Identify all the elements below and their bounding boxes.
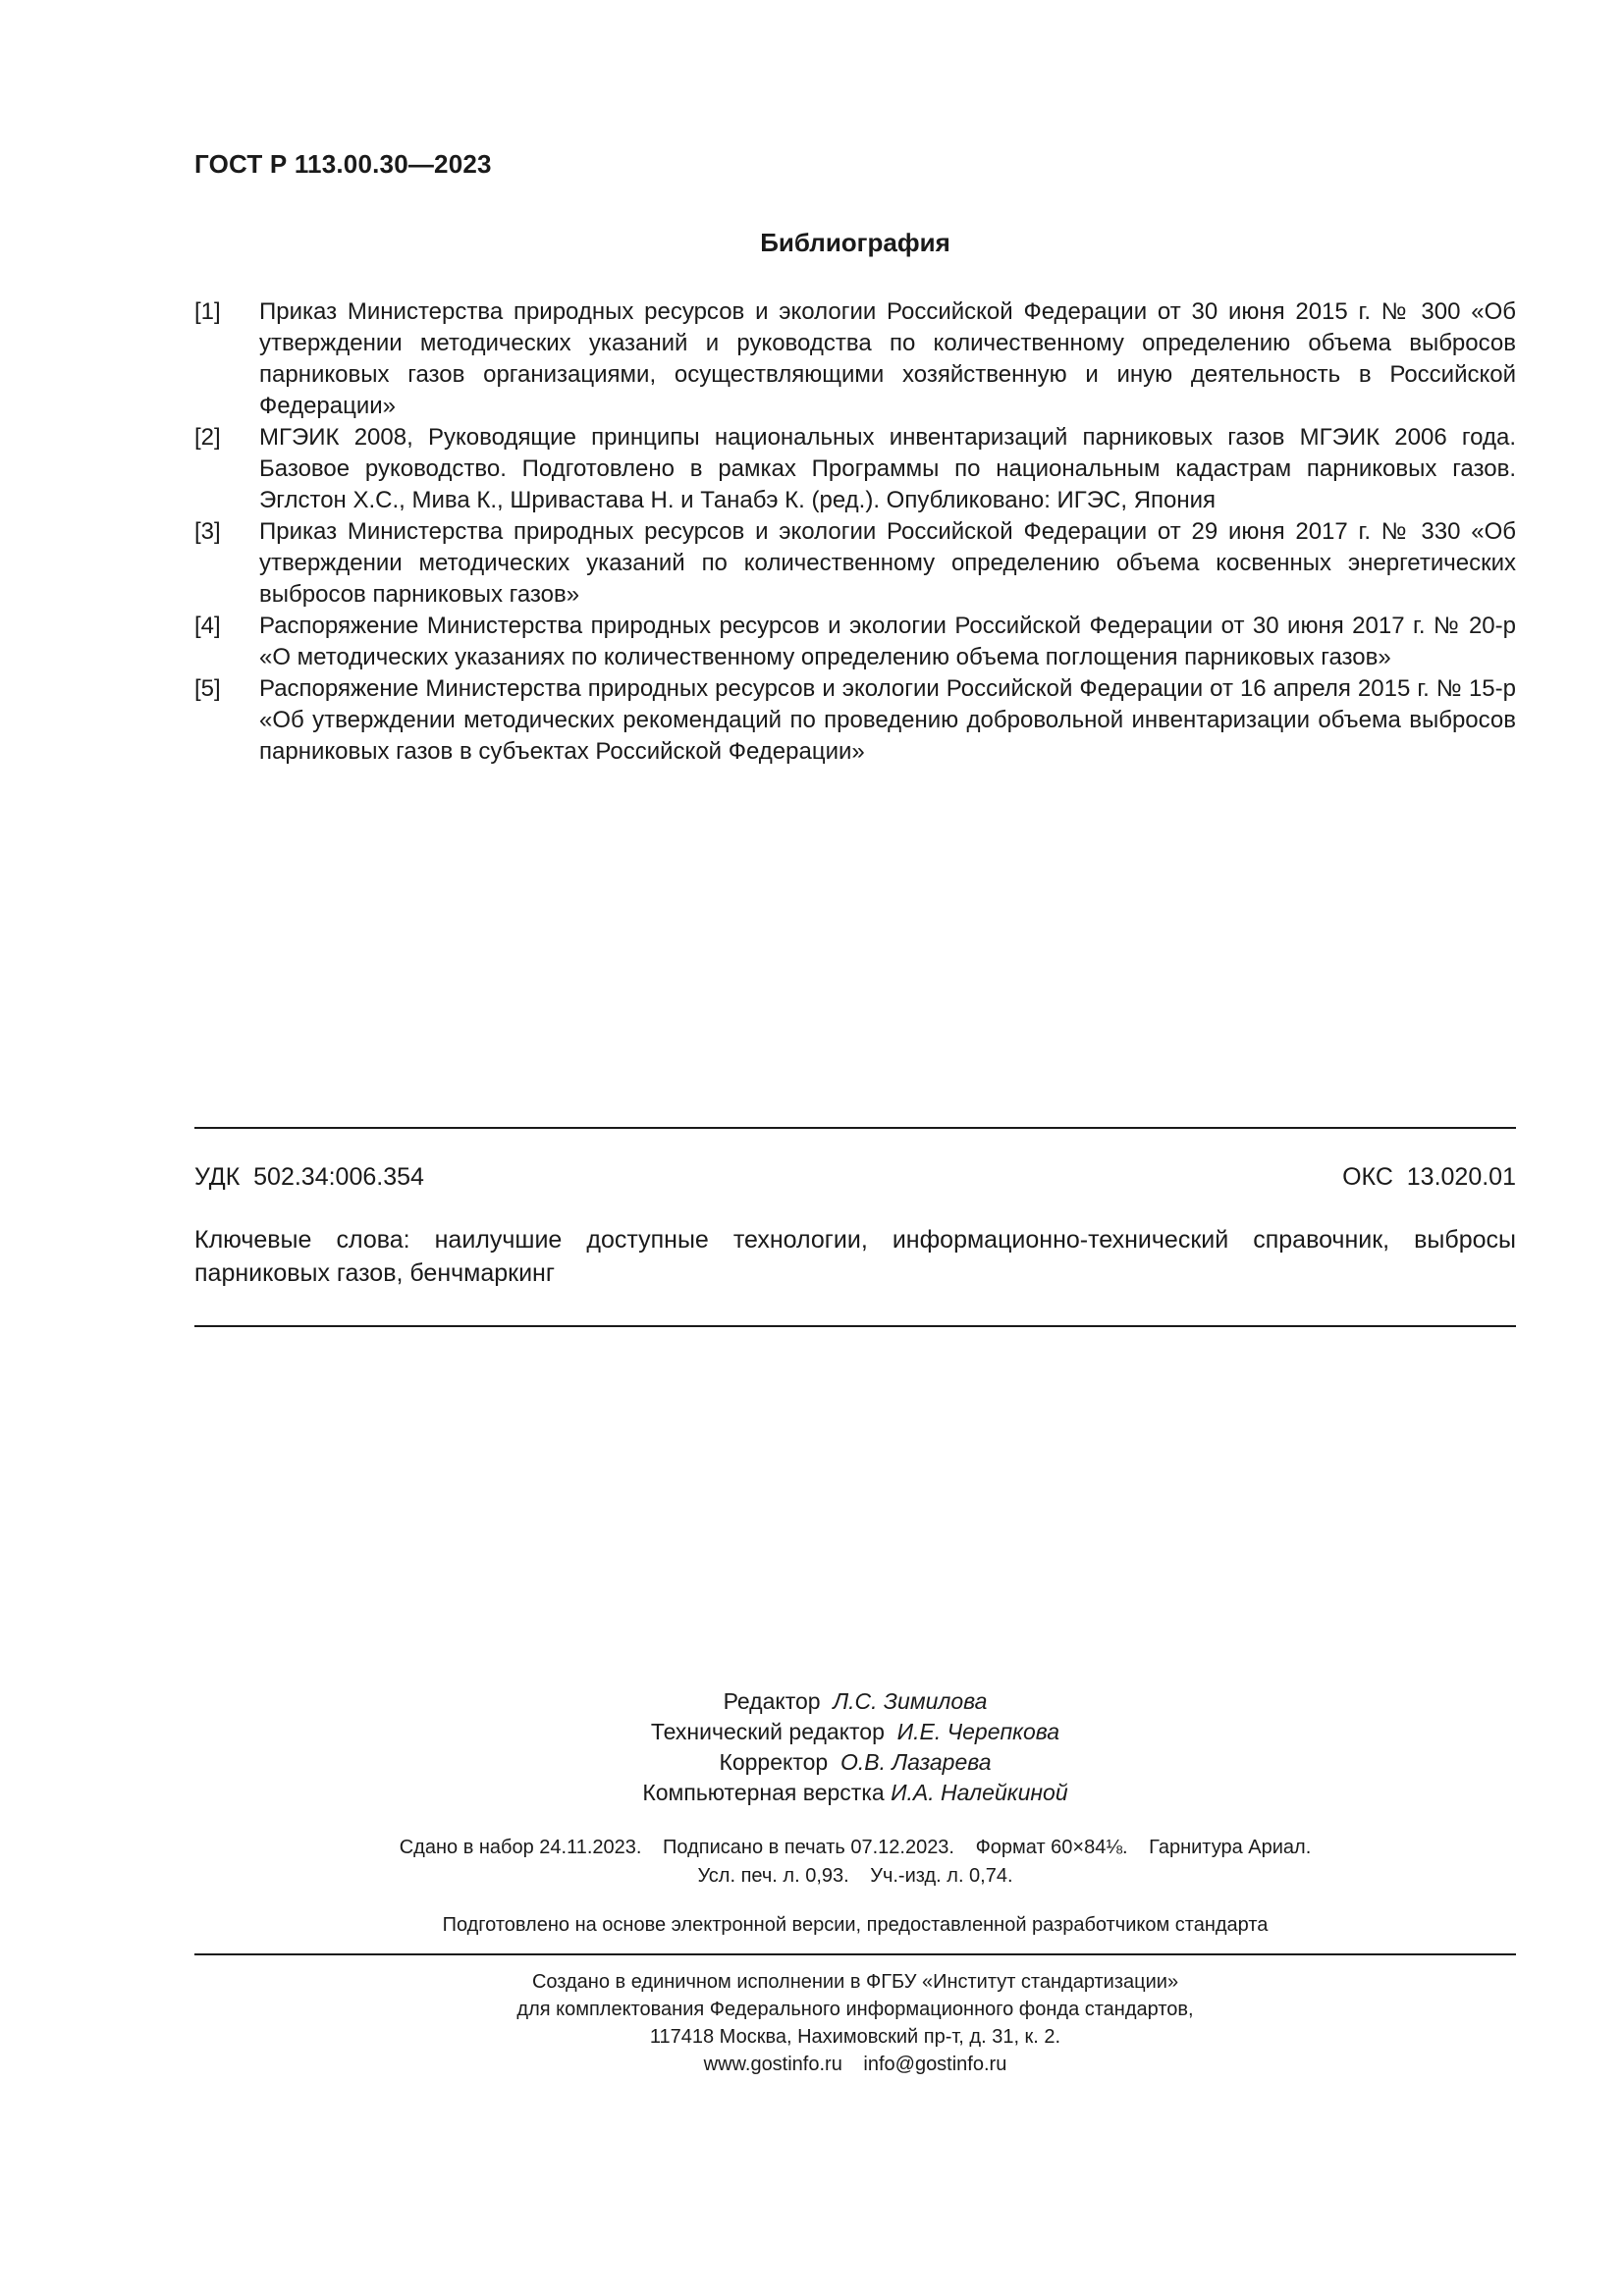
keywords: Ключевые слова: наилучшие доступные технологии, информационно-технический справочник, выбросы парниковых газов, бенчмаркинг (194, 1226, 1516, 1287)
imprint (194, 1834, 1516, 1891)
classification-row (194, 1163, 1516, 1192)
divider-top (194, 1127, 1516, 1129)
document-code: ГОСТ Р 113.00.30—2023 (194, 149, 492, 179)
editor-label: Редактор (723, 1688, 821, 1714)
ref-text: Приказ Министерства природных ресурсов и экологии Российской Федерации от 29 июня 2017 г. № 330 «Об утверждении методических указаний по количественному определению объема косвенных энергетических выбросов парниковых газов» (259, 518, 1516, 608)
publisher-info (194, 1968, 1516, 2078)
bibliography-item (194, 673, 1516, 768)
corrector-name: О.В. Лазарева (839, 1749, 992, 1775)
bibliography-item (194, 611, 1516, 673)
ref-number: [5] (194, 675, 221, 702)
imprint-sent: Сдано в набор 24.11.2023. (399, 1837, 642, 1858)
bibliography-item (194, 422, 1516, 516)
publisher-line-1: Создано в единичном исполнении в ФГБУ «Институт стандартизации» (531, 1971, 1179, 1993)
ref-number: [1] (194, 298, 221, 325)
email-link[interactable]: info@gostinfo.ru (863, 2054, 1007, 2075)
publisher-line-2: для комплектования Федерального информационного фонда стандартов, (516, 1999, 1194, 2020)
layout-line (194, 1778, 1516, 1808)
imprint-pub-sheets: Уч.-изд. л. 0,74. (870, 1865, 1013, 1887)
bibliography-list (194, 296, 1516, 768)
ref-text: Распоряжение Министерства природных ресурсов и экологии Российской Федерации от 30 июня 2017 г. № 20-р «О методических указаниях по количественному определению объема поглощения парниковых газов» (259, 613, 1516, 670)
layout-label: Компьютерная верстка (642, 1780, 885, 1805)
ref-number: [4] (194, 613, 221, 639)
imprint-signed: Подписано в печать 07.12.2023. (663, 1837, 954, 1858)
layout-name: И.А. Налейкиной (891, 1780, 1068, 1805)
bibliography-title: Библиография (760, 228, 950, 257)
tech-editor-name: И.Е. Черепкова (896, 1719, 1060, 1744)
oks-code: ОКС 13.020.01 (1342, 1163, 1516, 1191)
staff-credits (194, 1686, 1516, 1808)
ref-text: МГЭИК 2008, Руководящие принципы национальных инвентаризаций парниковых газов МГЭИК 2006 года. Базовое руководство. Подготовлено в рамках Программы по национальным кадастрам парниковых газов. Эглстон Х.С., Мива К., Шривастава Н. и Танабэ К. (ред.). Опубликовано: ИГЭС, Япония (259, 424, 1516, 513)
publisher-address: 117418 Москва, Нахимовский пр-т, д. 31, к. 2. (649, 2026, 1061, 2048)
prepared-note: Подготовлено на основе электронной версии, предоставленной разработчиком стандарта (442, 1914, 1269, 1936)
tech-editor-line (194, 1717, 1516, 1747)
imprint-line-2 (194, 1862, 1516, 1891)
ref-number: [2] (194, 424, 221, 451)
ref-text: Приказ Министерства природных ресурсов и экологии Российской Федерации от 30 июня 2015 г. № 300 «Об утверждении методических указаний и руководства по количественному определению объема выбросов парниковых газов организациями, осуществляющими хозяйственную и иную деятельность в Российской Федерации» (259, 298, 1516, 419)
editor-name: Л.С. Зимилова (833, 1688, 988, 1714)
bibliography-item (194, 516, 1516, 611)
imprint-print-sheets: Усл. печ. л. 0,93. (697, 1865, 849, 1887)
publisher-contacts (194, 2051, 1516, 2078)
udk-code: УДК 502.34:006.354 (194, 1163, 424, 1191)
imprint-line-1 (194, 1834, 1516, 1862)
divider-footer (194, 1953, 1516, 1955)
divider-bottom (194, 1325, 1516, 1327)
imprint-format: Формат 60×84⅛. (975, 1837, 1128, 1858)
corrector-label: Корректор (719, 1749, 829, 1775)
corrector-line (194, 1747, 1516, 1778)
editor-line (194, 1686, 1516, 1717)
ref-text: Распоряжение Министерства природных ресурсов и экологии Российской Федерации от 16 апреля 2015 г. № 15-р «Об утверждении методических рекомендаций по проведению добровольной инвентаризации объема выбросов парниковых газов в субъектах Российской Федерации» (259, 675, 1516, 765)
website-link[interactable]: www.gostinfo.ru (703, 2054, 842, 2075)
tech-editor-label: Технический редактор (650, 1719, 885, 1744)
bibliography-item (194, 296, 1516, 422)
imprint-typeface: Гарнитура Ариал. (1149, 1837, 1312, 1858)
ref-number: [3] (194, 518, 221, 545)
